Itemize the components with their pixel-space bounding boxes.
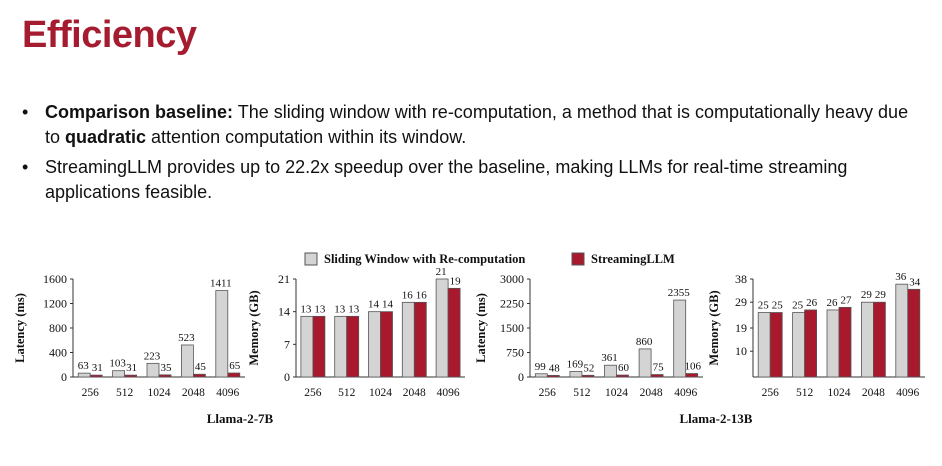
bar-sliding-window xyxy=(369,312,381,377)
bar-value-label: 14 xyxy=(368,298,379,311)
bar-streamingllm xyxy=(770,313,782,377)
bar-sliding-window xyxy=(78,373,90,377)
bar-streamingllm xyxy=(547,375,559,377)
bar-sliding-window xyxy=(570,371,582,377)
y-tick-label: 400 xyxy=(49,345,67,360)
bar-sliding-window xyxy=(113,371,125,377)
bar-value-label: 169 xyxy=(566,358,584,371)
bar-value-label: 26 xyxy=(826,296,838,309)
bar-value-label: 99 xyxy=(534,360,546,373)
bar-value-label: 27 xyxy=(840,294,852,307)
bar-value-label: 1411 xyxy=(210,277,232,290)
bar-sliding-window xyxy=(301,316,313,377)
x-tick-label: 1024 xyxy=(605,387,628,399)
x-tick-label: 4096 xyxy=(436,387,460,399)
bar-value-label: 2355 xyxy=(667,287,690,300)
bar-value-label: 21 xyxy=(435,266,447,278)
bar-value-label: 31 xyxy=(91,362,103,375)
x-tick-label: 4096 xyxy=(216,387,240,399)
bar-value-label: 860 xyxy=(635,335,653,348)
x-tick-label: 4096 xyxy=(896,387,920,399)
bar-sliding-window xyxy=(147,363,159,377)
x-tick-label: 1024 xyxy=(827,387,851,399)
bar-value-label: 25 xyxy=(771,299,783,312)
bar-sliding-window xyxy=(216,291,228,377)
bar-sliding-window xyxy=(827,310,839,377)
x-tick-label: 256 xyxy=(538,387,556,399)
bar-sliding-window xyxy=(639,349,651,377)
bar-streamingllm xyxy=(313,316,325,377)
x-tick-label: 2048 xyxy=(861,387,885,399)
bar-value-label: 13 xyxy=(348,303,360,316)
bar-value-label: 48 xyxy=(548,362,560,375)
bullet-text: StreamingLLM provides up to 22.2x speedup over the baseline, making LLMs for real-time streaming applications feasible. xyxy=(45,157,848,202)
bar-streamingllm xyxy=(159,375,171,377)
y-tick-label: 19 xyxy=(735,321,747,335)
y-tick-label: 0 xyxy=(61,370,67,384)
bar-value-label: 523 xyxy=(178,331,195,344)
bar-value-label: 26 xyxy=(806,296,818,309)
legend-label-streamingllm: StreamingLLM xyxy=(591,252,675,266)
y-axis-label: Memory (GB) xyxy=(247,290,261,366)
bar-value-label: 52 xyxy=(583,362,595,375)
bar-streamingllm xyxy=(90,375,102,377)
group-title-7b: Llama-2-7B xyxy=(206,411,274,426)
x-tick-label: 512 xyxy=(338,387,356,399)
bar-value-label: 13 xyxy=(300,303,312,316)
bar-value-label: 63 xyxy=(77,360,89,373)
y-tick-label: 1600 xyxy=(43,272,67,286)
x-tick-label: 2048 xyxy=(402,387,426,399)
bar-value-label: 361 xyxy=(601,352,618,365)
bar-sliding-window xyxy=(793,313,805,377)
x-tick-label: 512 xyxy=(573,387,591,399)
bar-sliding-window xyxy=(861,302,873,377)
bar-value-label: 13 xyxy=(334,303,346,316)
bar-sliding-window xyxy=(758,313,770,377)
bar-value-label: 14 xyxy=(382,298,393,311)
group-title-13b: Llama-2-13B xyxy=(679,411,753,426)
bullet-bold-word: quadratic xyxy=(65,127,147,147)
bar-sliding-window xyxy=(402,302,414,377)
bar-streamingllm xyxy=(125,375,137,377)
x-tick-label: 512 xyxy=(115,387,134,399)
bar-value-label: 75 xyxy=(652,361,664,374)
bar-value-label: 19 xyxy=(449,275,461,288)
x-tick-label: 1024 xyxy=(147,387,171,399)
bar-streamingllm xyxy=(839,307,851,377)
bar-value-label: 29 xyxy=(874,289,886,302)
bullet-bold-label: Comparison baseline: xyxy=(45,102,234,122)
bar-streamingllm xyxy=(347,316,359,377)
bar-value-label: 60 xyxy=(618,362,629,375)
y-tick-label: 0 xyxy=(518,370,524,384)
bullet-dot: • xyxy=(22,102,29,122)
bar-value-label: 13 xyxy=(314,303,326,316)
x-tick-label: 2048 xyxy=(639,387,663,399)
legend-swatch-streamingllm xyxy=(572,253,584,265)
x-tick-label: 256 xyxy=(81,387,99,399)
bar-sliding-window xyxy=(436,279,448,377)
bullet-item-speedup xyxy=(22,155,922,205)
bar-streamingllm xyxy=(686,374,698,377)
charts-figure xyxy=(0,236,942,436)
bar-value-label: 29 xyxy=(860,289,872,302)
bar-value-label: 223 xyxy=(143,350,161,363)
bar-value-label: 16 xyxy=(401,289,413,302)
legend-swatch-baseline xyxy=(305,253,317,265)
y-tick-label: 2250 xyxy=(500,296,524,311)
y-tick-label: 10 xyxy=(735,344,747,359)
x-tick-label: 256 xyxy=(761,387,779,399)
bar-streamingllm xyxy=(908,289,920,377)
plot-area xyxy=(13,266,925,399)
bar-streamingllm xyxy=(448,288,460,377)
bar-streamingllm xyxy=(582,375,594,377)
x-tick-label: 256 xyxy=(304,387,322,399)
y-tick-label: 1500 xyxy=(500,321,524,335)
bar-sliding-window xyxy=(896,284,908,377)
y-axis-label: Latency (ms) xyxy=(474,293,488,363)
bar-streamingllm xyxy=(805,310,817,377)
bar-streamingllm xyxy=(651,375,663,377)
y-tick-label: 14 xyxy=(278,304,290,319)
bar-streamingllm xyxy=(873,302,885,377)
bar-sliding-window xyxy=(335,316,347,377)
y-axis-label: Memory (GB) xyxy=(707,290,721,366)
x-tick-label: 2048 xyxy=(181,387,205,399)
x-tick-label: 4096 xyxy=(674,387,698,399)
bullet-text: attention computation within its window. xyxy=(146,127,467,147)
bar-streamingllm xyxy=(414,302,426,377)
bar-streamingllm xyxy=(617,375,629,377)
bar-value-label: 25 xyxy=(792,299,804,312)
y-tick-label: 3000 xyxy=(500,272,524,286)
y-axis-label: Latency (ms) xyxy=(13,293,27,363)
bar-value-label: 35 xyxy=(160,361,172,374)
bar-value-label: 45 xyxy=(194,361,206,374)
bar-value-label: 106 xyxy=(684,360,701,373)
bar-streamingllm xyxy=(381,312,393,377)
y-tick-label: 21 xyxy=(278,272,290,286)
bullet-list xyxy=(22,100,922,210)
y-tick-label: 1200 xyxy=(43,296,67,311)
slide-title: Efficiency xyxy=(22,14,197,56)
bar-sliding-window xyxy=(605,365,617,377)
x-tick-label: 512 xyxy=(795,387,814,399)
bar-sliding-window xyxy=(535,374,547,377)
y-tick-label: 38 xyxy=(735,272,747,286)
y-tick-label: 800 xyxy=(49,321,67,335)
y-tick-label: 750 xyxy=(506,345,524,360)
y-tick-label: 0 xyxy=(284,370,290,384)
bar-value-label: 103 xyxy=(109,357,126,370)
bar-sliding-window xyxy=(181,345,193,377)
legend xyxy=(305,252,675,266)
legend-label-baseline: Sliding Window with Re-computation xyxy=(324,252,526,266)
bullet-text: The sliding window with re-computation, a method that is computationally heavy due to xyxy=(45,102,909,147)
bar-value-label: 65 xyxy=(229,360,241,373)
bar-value-label: 36 xyxy=(895,271,907,284)
bullet-item-baseline xyxy=(22,100,922,150)
bar-streamingllm xyxy=(228,373,240,377)
bar-value-label: 25 xyxy=(757,299,769,312)
bar-value-label: 34 xyxy=(909,276,921,289)
y-tick-label: 7 xyxy=(284,337,290,352)
bullet-dot: • xyxy=(22,157,29,177)
bar-value-label: 31 xyxy=(126,362,138,375)
bar-streamingllm xyxy=(193,374,205,377)
bar-value-label: 16 xyxy=(415,289,427,302)
x-tick-label: 1024 xyxy=(369,387,392,399)
y-tick-label: 29 xyxy=(735,295,747,310)
